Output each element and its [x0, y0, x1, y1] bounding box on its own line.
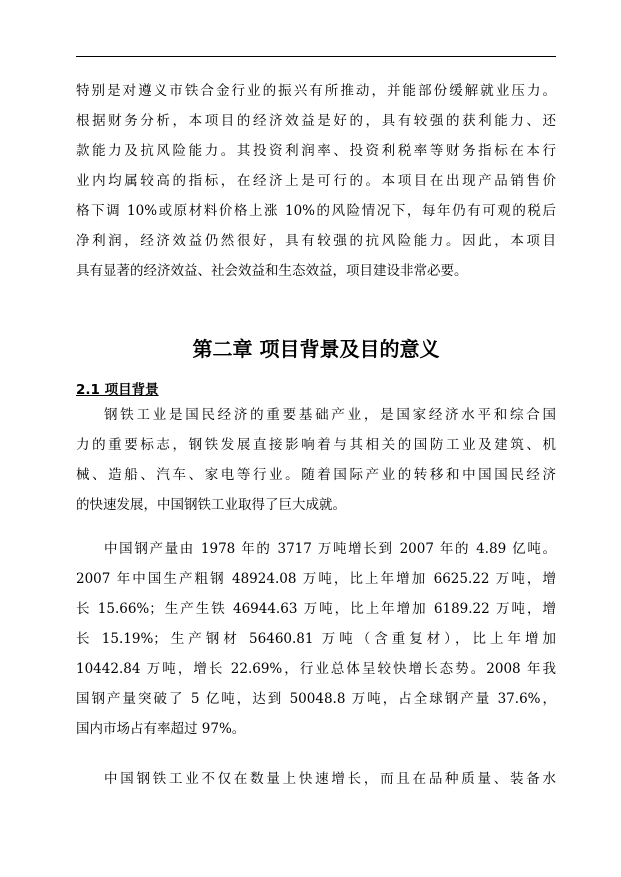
- text-line: 净利润，经济效益仍然很好，具有较强的抗风险能力。因此，本项目: [76, 233, 556, 249]
- intro-paragraph: [76, 76, 556, 286]
- text-line: 格下调 10%或原材料价格上涨 10%的风险情况下，每年仍有可观的税后: [76, 203, 556, 219]
- text-line: 力的重要标志，钢铁发展直接影响着与其相关的国防工业及建筑、机: [76, 437, 556, 453]
- text-line: 长 15.19%；生产钢材 56460.81 万吨（含重复材），比上年增加: [76, 631, 556, 647]
- background-paragraph-1: [76, 400, 556, 520]
- text-line: 款能力及抗风险能力。其投资利润率、投资利税率等财务指标在本行: [76, 143, 556, 159]
- background-paragraph-3: [76, 764, 556, 794]
- text-line: 业内均属较高的指标，在经济上是可行的。本项目在出现产品销售价: [76, 173, 556, 189]
- text-line: 械、造船、汽车、家电等行业。随着国际产业的转移和中国国民经济: [76, 467, 556, 483]
- section-title: 2.1 项目背景: [76, 382, 159, 398]
- chapter-title: 第二章 项目背景及目的意义: [192, 337, 440, 361]
- text-line: 钢铁工业是国民经济的重要基础产业，是国家经济水平和综合国: [104, 407, 556, 423]
- text-line: 中国钢铁工业不仅在数量上快速增长，而且在品种质量、装备水: [104, 771, 556, 787]
- header-rule: [76, 56, 556, 57]
- text-line: 2007 年中国生产粗钢 48924.08 万吨，比上年增加 6625.22 万吨，增: [76, 571, 556, 587]
- text-line: 的快速发展，中国钢铁工业取得了巨大成就。: [76, 497, 346, 513]
- background-paragraph-2: [76, 534, 556, 744]
- text-line: 中国钢产量由 1978 年的 3717 万吨增长到 2007 年的 4.89 亿吨。: [104, 541, 556, 557]
- text-line: 具有显著的经济效益、社会效益和生态效益，项目建设非常必要。: [76, 263, 468, 279]
- text-line: 国钢产量突破了 5 亿吨，达到 50048.8 万吨，占全球钢产量 37.6%，: [76, 691, 556, 707]
- text-line: 长 15.66%；生产生铁 46944.63 万吨，比上年增加 6189.22 万吨，增: [76, 601, 556, 617]
- text-line: 国内市场占有率超过 97%。: [76, 721, 246, 737]
- text-line: 根据财务分析，本项目的经济效益是好的，具有较强的获利能力、还: [76, 113, 556, 129]
- text-line: 10442.84 万吨，增长 22.69%，行业总体呈较快增长态势。2008 年我: [76, 661, 556, 677]
- text-line: 特别是对遵义市铁合金行业的振兴有所推动，并能部份缓解就业压力。: [76, 83, 556, 99]
